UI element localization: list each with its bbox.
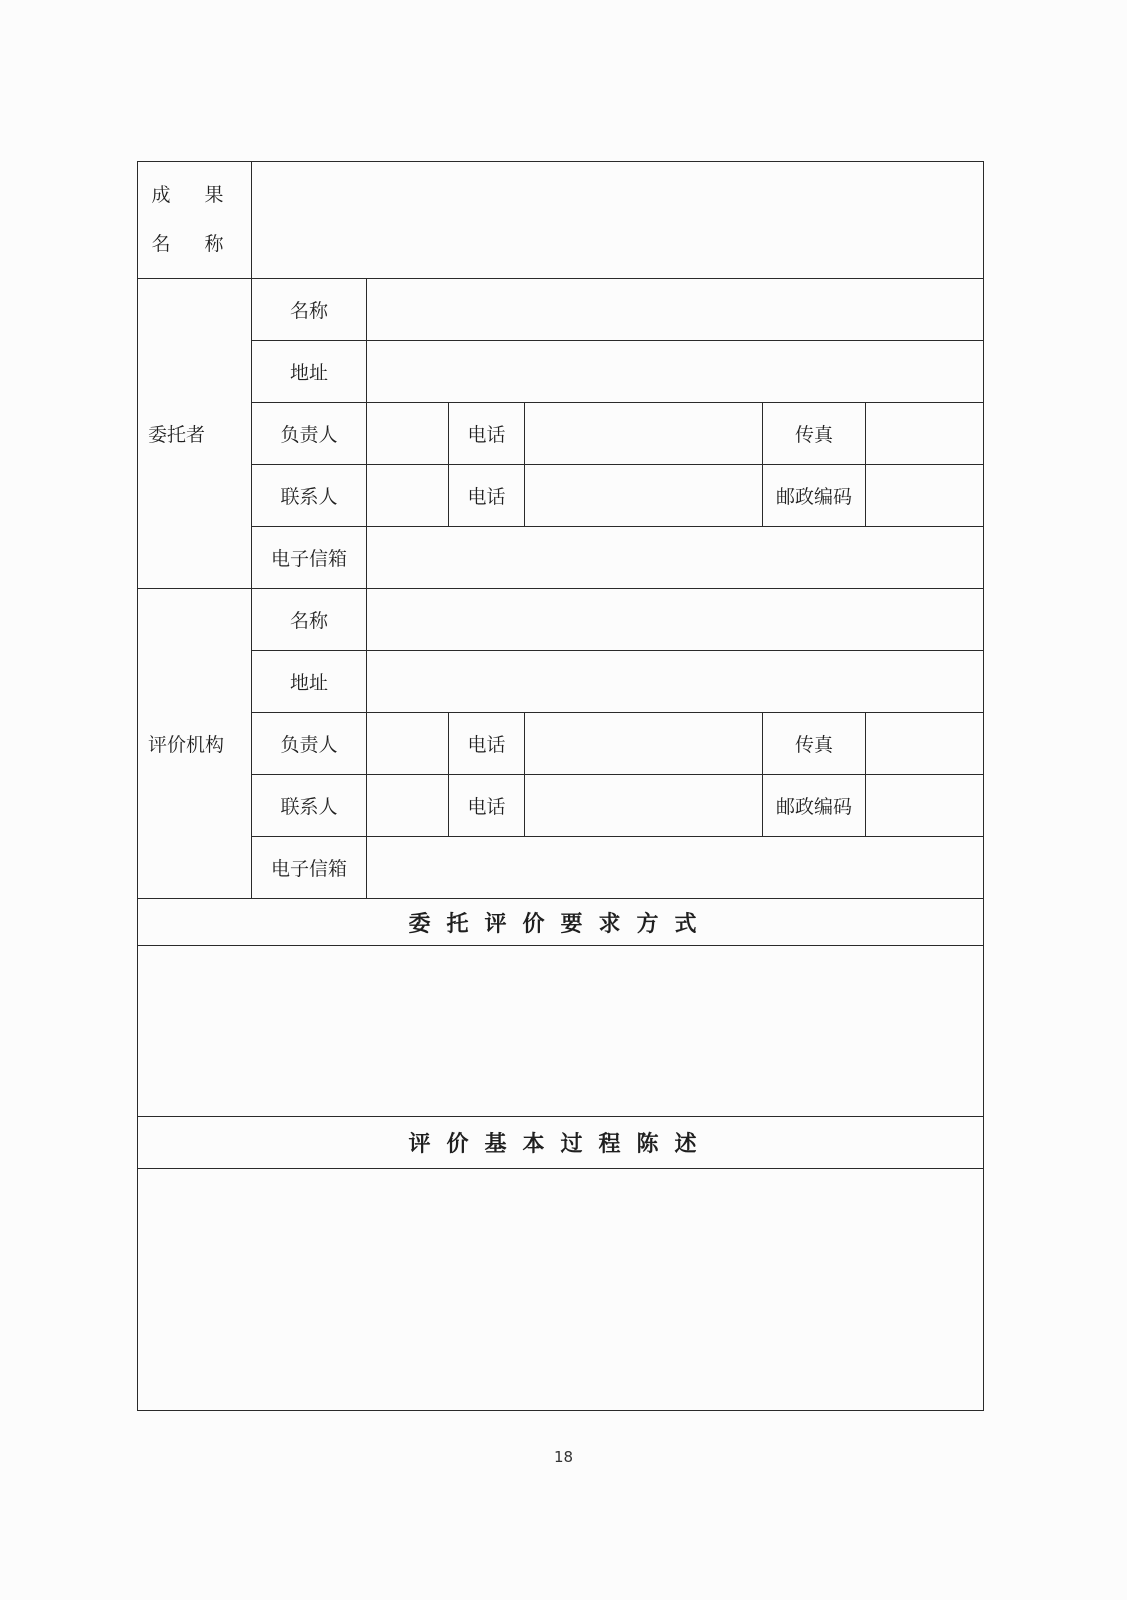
client-email-field[interactable] [367, 527, 984, 589]
evaluator-email-label: 电子信箱 [252, 837, 367, 899]
client-phone1-label: 电话 [449, 403, 525, 465]
requirements-heading: 委托评价要求方式 [138, 899, 984, 946]
achievement-value-field[interactable] [252, 162, 984, 279]
page-number: 18 [553, 1448, 574, 1466]
evaluator-name-label: 名称 [252, 589, 367, 651]
client-phone1-field[interactable] [525, 403, 763, 465]
client-responsible-label: 负责人 [252, 403, 367, 465]
client-contact-label: 联系人 [252, 465, 367, 527]
evaluator-name-field[interactable] [367, 589, 984, 651]
client-email-label: 电子信箱 [252, 527, 367, 589]
evaluator-fax-field[interactable] [866, 713, 984, 775]
client-address-label: 地址 [252, 341, 367, 403]
evaluator-section-heading: 评价机构 [138, 589, 252, 899]
achievement-label [138, 162, 252, 279]
achievement-label-line1: 成 果 [151, 184, 238, 206]
evaluator-contact-label: 联系人 [252, 775, 367, 837]
evaluator-responsible-field[interactable] [367, 713, 449, 775]
evaluator-phone2-field[interactable] [525, 775, 763, 837]
evaluator-postcode-label: 邮政编码 [763, 775, 866, 837]
achievement-row [138, 162, 984, 279]
process-content-field[interactable] [138, 1169, 984, 1411]
client-name-field[interactable] [367, 279, 984, 341]
client-fax-field[interactable] [866, 403, 984, 465]
client-section-heading: 委托者 [138, 279, 252, 589]
evaluation-form-table [137, 161, 984, 1411]
evaluator-postcode-field[interactable] [866, 775, 984, 837]
evaluator-phone2-label: 电话 [449, 775, 525, 837]
evaluator-phone1-field[interactable] [525, 713, 763, 775]
evaluator-fax-label: 传真 [763, 713, 866, 775]
requirements-content-field[interactable] [138, 946, 984, 1117]
client-phone2-label: 电话 [449, 465, 525, 527]
client-phone2-field[interactable] [525, 465, 763, 527]
achievement-label-line2: 名 称 [151, 233, 238, 255]
client-postcode-field[interactable] [866, 465, 984, 527]
evaluator-phone1-label: 电话 [449, 713, 525, 775]
client-postcode-label: 邮政编码 [763, 465, 866, 527]
evaluator-contact-field[interactable] [367, 775, 449, 837]
client-name-label: 名称 [252, 279, 367, 341]
evaluator-address-field[interactable] [367, 651, 984, 713]
client-contact-field[interactable] [367, 465, 449, 527]
client-fax-label: 传真 [763, 403, 866, 465]
evaluator-email-field[interactable] [367, 837, 984, 899]
evaluator-address-label: 地址 [252, 651, 367, 713]
client-address-field[interactable] [367, 341, 984, 403]
client-responsible-field[interactable] [367, 403, 449, 465]
process-heading: 评价基本过程陈述 [138, 1117, 984, 1169]
evaluator-responsible-label: 负责人 [252, 713, 367, 775]
